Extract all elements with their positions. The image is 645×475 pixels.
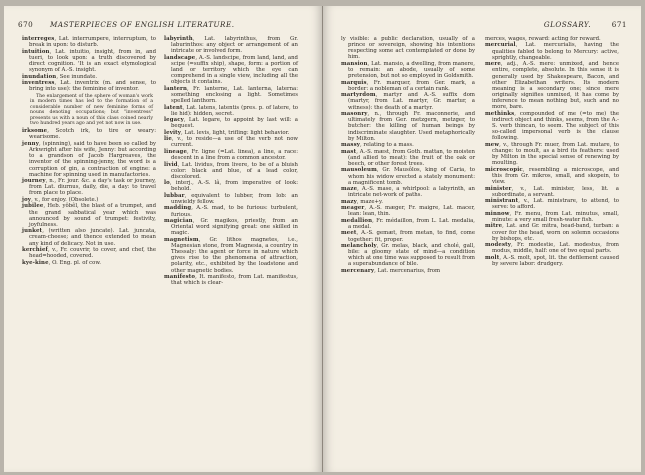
left-page	[4, 6, 322, 472]
right-page	[323, 6, 641, 472]
glossary-entry: martyrdom, martyr and A.-S. suffix dom (martyr, from Lat. martyr, Gr. martur, a witness): the death of a martyr.	[341, 92, 475, 111]
glossary-entry: modesty, Fr. modestie, Lat. modestus, from modus, middle, half: one of two equal parts.	[485, 242, 619, 255]
definition: Lat. mercurialis, having the qualities fabled to belong to Mercury: active, sprightly, changeable.	[492, 42, 619, 61]
glossary-entry: lubbar, equivalent to lubber, from lob: an unwieldy fellow.	[164, 192, 298, 206]
headword: lantern	[164, 85, 187, 92]
glossary-entry: madding, A.-S. mad, to be furious: turbulent, furious.	[164, 205, 298, 218]
headword: joy	[22, 196, 32, 203]
glossary-entry: melancholy, Gr. melas, black, and cholé, gall, bile: a gloomy state of mind—a condition which at one time was supposed to result from a superabundance of bile.	[341, 243, 475, 268]
definition: Heb. yôbêl, the blast of a trumpet, and the grand sabbatical year which was announced by sound of trumpet: festivity, joyfulness.	[29, 203, 156, 228]
headword: mansion	[341, 60, 368, 67]
definition: Fr. marquer, from Ger. mark, a border: a nobleman of a certain rank.	[348, 79, 475, 92]
headword: lo	[164, 180, 170, 187]
headword: minnow	[485, 210, 510, 217]
headword: ministrant	[485, 198, 519, 205]
glossary-entry: legacy, Lat. legare, to appoint by last will: a bequest.	[164, 117, 298, 130]
glossary-entry: mast, A.-S. mæst, from Goth. mattan, to moisten (and allied to meat): the fruit of the oak or beech, or other forest trees.	[341, 148, 475, 167]
headword: mazy	[341, 198, 357, 205]
glossary-entry: kerchief, v., Fr. couvrir, to cover, and chef, the head=hooded, covered.	[22, 247, 156, 260]
glossary-entry: methinks, compounded of me (=to me) the indirect object and thinks, seems, from the A.-S. verb thincan, to seem. The subject of this so-called impersonal verb is the clause following.	[485, 110, 619, 142]
glossary-entry: marquis, Fr. marquer, from Ger. mark, a border: a nobleman of a certain rank.	[341, 79, 475, 92]
headword: intuition	[22, 48, 50, 55]
headword: microscopic	[485, 166, 523, 173]
glossary-entry: mercenary, Lat. mercenarius, from	[341, 267, 441, 274]
glossary-entry: maze, A.-S. mase, a whirlpool: a labyrinth, an intricate net-work of paths.	[341, 186, 475, 199]
headword: levity	[164, 129, 182, 136]
glossary-entry-continued	[341, 36, 475, 61]
headword: meager	[341, 205, 365, 212]
definition: v., for enjoy. (Obsolete.)	[34, 196, 99, 203]
definition: Fr. lanterne, Lat. lanterna, laterna: something enclosing a light. Sometimes spelled lanthorn.	[171, 85, 299, 105]
glossary-entry: manifesto, It. manifesto, from Lat. manifestus, that which is clear-	[164, 274, 298, 287]
glossary-entry: labyrinth, Lat. labyrinthus, from Gr. laburinthos: any object or arrangement of an intricate or involved form.	[164, 36, 298, 55]
definition: A.-S. mad, to be furious: turbulent, furious.	[171, 205, 298, 218]
glossary-entry: inundation, See inundate.	[22, 73, 98, 80]
running-head: GLOSSARY.	[543, 20, 591, 29]
headword: melancholy	[341, 243, 377, 250]
headword: jubilee	[22, 203, 44, 210]
definition: Lat. latens, latentis (pres. p. of latere, to lie hid): hidden, secret.	[171, 104, 298, 117]
headword: mast	[341, 148, 357, 155]
definition: Lat. interrumpere, interruptum, to break in upon: to disturb.	[29, 36, 156, 49]
definition: Lat. legare, to appoint by last will: a bequest.	[171, 117, 298, 130]
definition: Fr. menu, from Lat. minutus, small, minute: a very small fresh-water fish.	[492, 210, 619, 223]
definition: Lat. levis, light, trifling: light behavior.	[184, 129, 290, 136]
definition: (spinning), said to have been so called by Arkwright after his wife, Jenny: but according to a grandson of Jacob Hargreaves, the inventor of the spinning-jenny, the word is a corruption of gin, a contraction of engine: a machine for spinning used in manufactories.	[29, 140, 156, 178]
definition: It. manifesto, from Lat. manifestus, that which is clear-	[171, 274, 298, 287]
glossary-entry: microscopic, resembling a microscope, and this from Gr. mikros, small, and skopein, to view.	[485, 166, 619, 186]
glossary-entry: medallion, Fr. médaillon, from L. Lat. medalia, a medal.	[341, 217, 475, 230]
headword: mercenary	[341, 267, 375, 274]
glossary-entry: latent, Lat. latens, latentis (pres. p. of latere, to lie hid): hidden, secret.	[164, 104, 298, 117]
definition: Fr. médaillon, from L. Lat. medalia, a medal.	[348, 217, 475, 230]
definition: A.-S. mase, a whirlpool: a labyrinth, an intricate net-work of paths.	[348, 186, 475, 199]
headword: kye-kine	[22, 259, 49, 266]
headword: molt	[485, 254, 500, 261]
definition: n., through Fr. maconnerie, and ultimately from Ger. metzgern, metzger, to butcher: the killing of human beings by indiscriminate slaughter. Used metaphorically by Milton.	[348, 111, 475, 142]
definition: Lat. inventrix (m. and sense, to bring into use): the feminine of inventor.	[29, 79, 156, 93]
definition: v., Lat. minister, less, lit. a subordinate, a servant.	[492, 185, 619, 198]
definition: A.-S. gemæt, from metan, to find, come together: fit, proper.	[348, 230, 475, 243]
definition: Fr. ligne (=Lat. linea), a line, a race: descent in a line from a common ancestor.	[171, 148, 298, 162]
glossary-entry: lo, interj., A.-S. lâ, from imperative of look: behold.	[164, 180, 298, 193]
definition: ly visible: a public declaration, usually of a prince or sovereign, showing his intentions respecting some act contemplated or done by him.	[341, 36, 475, 61]
glossary-entry: masonry, n., through Fr. maconnerie, and ultimately from Ger. metzgern, metzger, to butcher: the killing of human beings by indiscriminate slaughter. Used metaphorically by Milton.	[341, 111, 475, 142]
definition: O. Eng. pl. of cow.	[52, 259, 101, 266]
glossary-entry: massy, relating to a mass.	[341, 142, 414, 149]
glossary-entry: mansion, Lat. mansio, a dwelling, from manere, to remain: an abode, usually of some pretension, but not so employed in Goldsmith.	[341, 60, 475, 80]
headword: jenny	[22, 140, 39, 147]
headword: methinks	[485, 110, 515, 117]
glossary-entry: mercurial, Lat. mercurialis, having the qualities fabled to belong to Mercury: active, sprightly, changeable.	[485, 42, 619, 61]
glossary-entry: junket, (written also juncate). Lat. juncata, cream-cheese; and thence extended to mean any kind of delicacy. Not in use.	[22, 228, 156, 247]
glossary-column	[22, 36, 156, 266]
headword: latent	[164, 104, 183, 111]
glossary-entry: levity, Lat. levis, light, trifling: light behavior.	[164, 129, 290, 136]
headword: lubbar	[164, 192, 185, 199]
headword: mausoleum	[341, 167, 377, 174]
glossary-column	[485, 36, 619, 267]
headword: livid	[164, 161, 178, 168]
definition: A.-S. mæger, Fr. maigre, Lat. macer, lean: lean, thin.	[348, 205, 475, 218]
headword: modesty	[485, 242, 511, 249]
glossary-entry: landscape, A.-S. landscipe, from land, land, and scipe (=suffix ship), shape, form: a portion of land or territory which the eye can comprehend in a single view, including all the objects it contains.	[164, 54, 298, 86]
glossary-entry: inventress, Lat. inventrix (m. and sense, to bring into use): the feminine of inventor.	[22, 79, 156, 93]
glossary-column	[164, 36, 298, 287]
definition: Gr. lithos magnetes, i.e., Magnesian stone, from Magnesia, a country in Thessaly: the agent or force in nature which gives rise to the phenomena of attraction, polarity, etc., exhibited by the loadstone and other magnetic bodies.	[171, 236, 298, 274]
page-number: 671	[611, 20, 627, 29]
headword: lie	[164, 136, 172, 143]
definition: resembling a microscope, and this from Gr. mikros, small, and skopein, to view.	[492, 166, 619, 186]
headword: inventress	[22, 79, 55, 86]
definition: Lat. and Gr. mitra, head-band, turban: a cover for the head, worn on solemn occasions by bishops, etc.	[492, 223, 619, 242]
headword: junket	[22, 228, 43, 235]
definition: adj., A.-S. mere: unmixed, and hence entire, complete, absolute. In this sense it is generally used by Shakespeare, Bacon, and other Elizabethan writers. Its modern meaning is a secondary one; since mere originally signifies unmixed, it has come by inference to mean nothing but, such and no more, bare.	[492, 61, 619, 111]
glossary-entry: minister, v., Lat. minister, less, lit. a subordinate, a servant.	[485, 185, 619, 198]
definition: Lat. lividus, from livere, to be of a bluish color: black and blue, of a lead color, discolored.	[171, 161, 298, 180]
headword: magnetism	[164, 236, 199, 243]
definition: equivalent to lubber, from lob: an unwieldy fellow.	[171, 192, 298, 206]
definition: A.-S. mæst, from Goth. mattan, to moisten (and allied to meat): the fruit of the oak or beech, or other forest trees.	[348, 148, 475, 167]
headword: irksome	[22, 128, 48, 135]
definition: n., Fr. jour. &c. a day's task or journey, from Lat. diurnus, daily, die, a day: to travel from place to place.	[29, 178, 156, 197]
definition: A.-S. molt, spot, lit. the defilement caused by severe labor: drudgery.	[492, 254, 619, 267]
definition: Lat. labyrinthus, from Gr. laburinthos: any object or arrangement of an intricate or involved form.	[171, 36, 298, 55]
definition: v., to reside—a use of the verb not now current.	[171, 136, 298, 149]
definition: A.-S. landscipe, from land, land, and scipe (=suffix ship), shape, form: a portion of land or territory which the eye can comprehend in a single view, including all the objects it contains.	[171, 54, 298, 86]
headword: interreges	[22, 36, 55, 42]
headword: lineage	[164, 148, 187, 155]
definition: Gr. magikos, priestly, from an Oriental word signifying great: one skilled in magic.	[171, 218, 298, 237]
definition: relating to a mass.	[363, 142, 414, 149]
definition: v., Lat. ministrare, to attend, to serve: to afford.	[492, 198, 619, 211]
glossary-entry: mew, v., through Fr. muer, from Lat. mutare, to change: to moult, as a bird its feathers: used by Milton in the special sense of renewing by moulting.	[485, 141, 619, 167]
definition: interj., A.-S. lâ, from imperative of look: behold.	[171, 180, 298, 193]
headword: magician	[164, 218, 193, 225]
definition: See inundate.	[59, 73, 98, 80]
headword: landscape	[164, 54, 196, 61]
glossary-entry: lineage, Fr. ligne (=Lat. linea), a line, a race: descent in a line from a common ancestor.	[164, 148, 298, 162]
headword: marquis	[341, 79, 367, 86]
glossary-entry: journey, n., Fr. jour. &c. a day's task or journey, from Lat. diurnus, daily, die, a day: to travel from place to place.	[22, 178, 156, 197]
headword: mere	[485, 61, 501, 68]
headword: martyrdom	[341, 92, 376, 99]
headword: labyrinth	[164, 36, 193, 42]
glossary-entry: jubilee, Heb. yôbêl, the blast of a trumpet, and the grand sabbatical year which was announced by sound of trumpet: festivity, joyfulness.	[22, 203, 156, 228]
glossary-entry: joy, v., for enjoy. (Obsolete.)	[22, 196, 99, 203]
glossary-entry: kye-kine, O. Eng. pl. of cow.	[22, 259, 101, 266]
definition: Lat. mercenarius, from	[377, 267, 441, 274]
glossary-entry-continued	[485, 36, 619, 42]
glossary-entry: minnow, Fr. menu, from Lat. minutus, small, minute: a very small fresh-water fish.	[485, 210, 619, 223]
definition: Lat. intuitio, insight, from in, and tueri, to look upon: a truth discovered by direct cognition. 'It is an exact etymological synonym of A.-S. insight.	[29, 48, 156, 74]
headword: massy	[341, 142, 360, 149]
glossary-note	[22, 93, 156, 128]
definition: martyr and A.-S. suffix dom (martyr, from Lat. martyr, Gr. martur, a witness): the death of a martyr.	[348, 92, 475, 111]
headword: meet	[341, 230, 357, 237]
glossary-entry: livid, Lat. lividus, from livere, to be of a bluish color: black and blue, of a lead color, discolored.	[164, 161, 298, 180]
headword: minister	[485, 185, 512, 192]
glossary-entry: meet, A.-S. gemæt, from metan, to find, come together: fit, proper.	[341, 230, 475, 243]
definition: Gr. melas, black, and cholé, gall, bile: a gloomy state of mind—a condition which at one time was supposed to result from a superabundance of bile.	[348, 243, 475, 268]
glossary-entry: interreges, Lat. interrumpere, interruptum, to break in upon: to disturb.	[22, 36, 156, 49]
glossary-entry: jenny, (spinning), said to have been so called by Arkwright after his wife, Jenny: but according to a grandson of Jacob Hargreaves, the inventor of the spinning-jenny, the word is a corruption of gin, a contraction of engine: a machine for spinning used in manufactories.	[22, 140, 156, 178]
glossary-entry: ministrant, v., Lat. ministrare, to attend, to serve: to afford.	[485, 198, 619, 211]
glossary-entry: mausoleum, Gr. Mausôlos, king of Caria, to whom his widow erected a stately monument: a magnificent tomb.	[341, 167, 475, 186]
glossary-entry: meager, A.-S. mæger, Fr. maigre, Lat. macer, lean: lean, thin.	[341, 205, 475, 218]
headword: manifesto	[164, 274, 196, 281]
glossary-entry: intuition, Lat. intuitio, insight, from in, and tueri, to look upon: a truth discovered by direct cognition. 'It is an exact etymological synonym of A.-S. insight.	[22, 48, 156, 74]
headword: maze	[341, 186, 358, 193]
headword: mew	[485, 141, 500, 148]
glossary-column	[341, 36, 475, 274]
glossary-entry: lantern, Fr. lanterne, Lat. lanterna, laterna: something enclosing a light. Sometimes spelled lanthorn.	[164, 85, 299, 105]
glossary-entry: irksome, Scotch irk, to tire or weary: wearisome.	[22, 128, 156, 141]
headword: madding	[164, 205, 192, 212]
definition: compounded of me (=to me) the indirect object and thinks, seems, from the A.-S. verb thincan, to seem. The subject of this so-called impersonal verb is the clause following.	[492, 110, 619, 142]
headword: legacy	[164, 117, 184, 124]
headword: inundation	[22, 73, 57, 80]
glossary-entry: mitre, Lat. and Gr. mitra, head-band, turban: a cover for the head, worn on solemn occasions by bishops, etc.	[485, 223, 619, 242]
headword: mercurial	[485, 42, 516, 49]
headword: medallion	[341, 217, 373, 224]
definition: Scotch irk, to tire or weary: wearisome.	[29, 128, 156, 141]
glossary-entry: lie, v., to reside—a use of the verb not now current.	[164, 136, 298, 149]
definition: maze+y.	[360, 198, 383, 205]
definition: merces, wages, reward: acting for reward.	[485, 36, 601, 42]
definition: Lat. mansio, a dwelling, from manere, to remain: an abode, usually of some pretension, but not so employed in Goldsmith.	[348, 60, 475, 80]
glossary-entry: magnetism, Gr. lithos magnetes, i.e., Magnesian stone, from Magnesia, a country in Thessaly: the agent or force in nature which gives rise to the phenomena of attraction, polarity, etc., exhibited by the loadstone and other magnetic bodies.	[164, 236, 298, 274]
definition: v., through Fr. muer, from Lat. mutare, to change: to moult, as a bird its feathers: used by Milton in the special sense of renewing by moulting.	[492, 141, 619, 167]
headword: masonry	[341, 111, 368, 118]
headword: mitre	[485, 223, 503, 230]
headword: kerchief	[22, 247, 48, 254]
glossary-entry: mere, adj., A.-S. mere: unmixed, and hence entire, complete, absolute. In this sense it is generally used by Shakespeare, Bacon, and other Elizabethan writers. Its modern meaning is a secondary one; since mere originally signifies unmixed, it has come by inference to mean nothing but, such and no more, bare.	[485, 61, 619, 111]
definition: (written also juncate). Lat. juncata, cream-cheese; and thence extended to mean any kind of delicacy. Not in use.	[29, 228, 156, 247]
running-head: MASTERPIECES OF ENGLISH LITERATURE.	[50, 20, 235, 29]
definition: v., Fr. couvrir, to cover, and chef, the head=hooded, covered.	[29, 247, 156, 260]
glossary-entry: molt, A.-S. molt, spot, lit. the defilement caused by severe labor: drudgery.	[485, 254, 619, 267]
note-text: The enlargement of the sphere of woman's work in modern times has led to the formation of a considerable number of new feminine forms of nouns denoting occupations; but "inventress" presents us with a noun of this class coined nearly two hundred years ago and yet not now in use.	[30, 93, 153, 127]
headword: journey	[22, 178, 46, 185]
definition: Gr. Mausôlos, king of Caria, to whom his widow erected a stately monument: a magnificent tomb.	[348, 167, 475, 186]
page-number: 670	[18, 20, 34, 29]
glossary-entry: magician, Gr. magikos, priestly, from an Oriental word signifying great: one skilled in magic.	[164, 218, 298, 237]
definition: Fr. modestie, Lat. modestus, from modus, middle, half: one of two equal parts.	[492, 242, 619, 255]
glossary-entry: mazy, maze+y.	[341, 198, 383, 205]
